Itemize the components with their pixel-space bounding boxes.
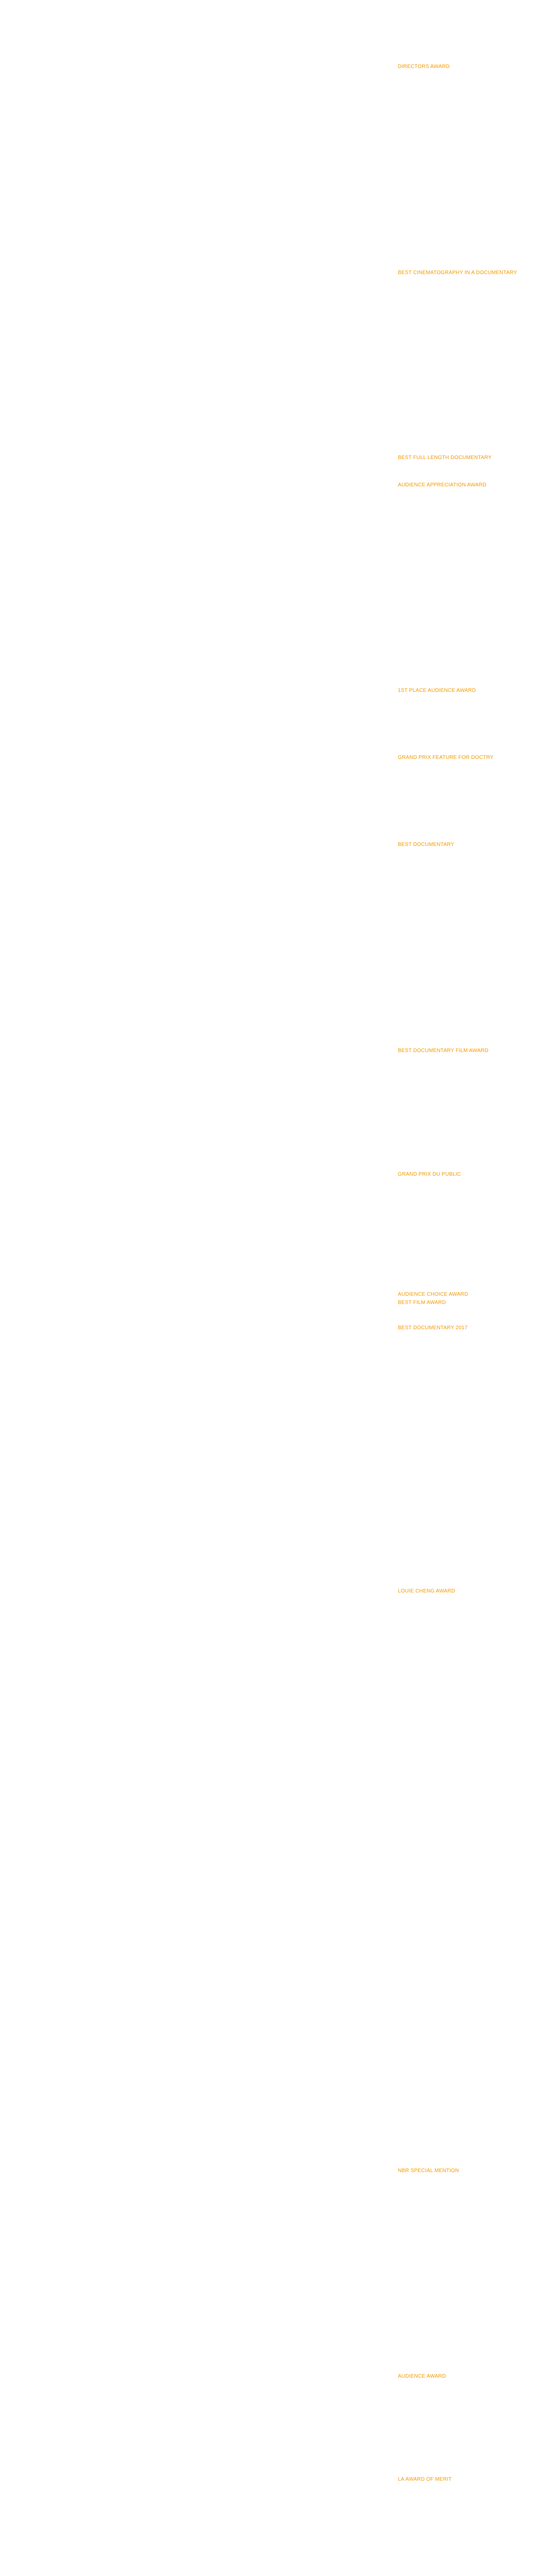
award-label-best-documentary-film: BEST DOCUMENTARY FILM AWARD [398, 1048, 489, 1054]
award-label-audience-appreciation: AUDIENCE APPRECIATION AWARD [398, 482, 487, 488]
award-label-best-documentary: BEST DOCUMENTARY [398, 842, 455, 848]
award-label-best-cinematography: BEST CINEMATOGRAPHY IN A DOCUMENTARY [398, 270, 517, 276]
award-label-audience-award: AUDIENCE AWARD [398, 2374, 446, 2379]
award-label-grand-prix-du-public: GRAND PRIX DU PUBLIC [398, 1172, 461, 1177]
award-label-first-place-audience: 1ST PLACE AUDIENCE AWARD [398, 688, 476, 693]
award-label-best-film: BEST FILM AWARD [398, 1300, 446, 1306]
award-label-louie-cheng: LOUIE CHENG AWARD [398, 1588, 456, 1594]
award-label-best-full-length-documentary: BEST FULL LENGTH DOCUMENTARY [398, 455, 492, 461]
award-label-grand-prix-feature: GRAND PRIX FEATURE FOR DOCTRY [398, 755, 494, 760]
award-label-best-documentary-2017: BEST DOCUMENTARY 2017 [398, 1325, 468, 1331]
award-label-nbr-special-mention: NBR SPECIAL MENTION [398, 2168, 459, 2174]
award-label-directors-award: DIRECTORS AWARD [398, 64, 450, 70]
award-label-la-award-of-merit: LA AWARD OF MERIT [398, 2477, 452, 2482]
award-label-audience-choice: AUDIENCE CHOICE AWARD [398, 1292, 468, 1297]
